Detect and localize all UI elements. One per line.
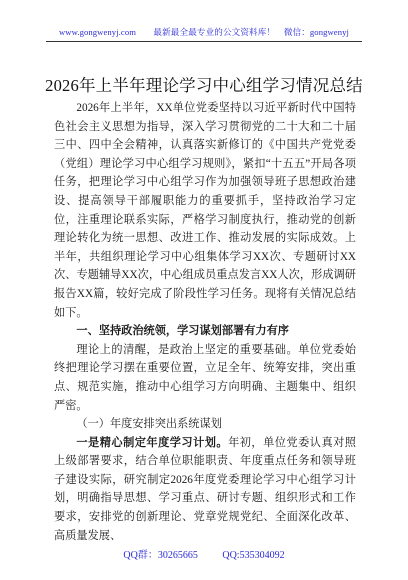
intro-paragraph: 2026年上半年，XX单位党委坚持以习近平新时代中国特色社会主义思想为指导，深入学习贯彻党的二十大和二十届三中、四中全会精神，认真落实新修订的《中国共产党党委（党组）理论学习中心组学习规则》，紧扣“十五五”开局各项任务，把理论学习中心组学习作为加强领导班子思想政治建设、提高领导干部履职能力的重要抓手，坚持政治学习定位，注重理论联系实际，严格学习制度执行，推动党的创新理论转化为统一思想、改进工作、推动发展的实际成效。上半年，共组织理论学习中心组集体学习XX次、专题研讨XX次、专题辅导XX次，中心组成员重点发言XX人次，形成调研报告XX篇，较好完成了阶段性学习任务。现将有关情况总结如下。 — [54, 102, 356, 319]
footer-qq-group: QQ群：30265665 — [123, 550, 198, 561]
subsection-1-paragraph — [54, 434, 356, 546]
subsection-heading-1: （一）年度安排突出系统谋划 — [76, 418, 222, 431]
footer-contact — [50, 546, 358, 561]
lead-phrase: 一是精心制定年度学习计划。 — [76, 436, 229, 449]
document-body — [54, 99, 356, 545]
lead-paragraph-text: 年初，单位党委认真对照上级部署要求，结合单位职能职责、年度重点任务和领导班子建设实际，研究制定2026年度党委理论学习中心组学习计划，明确指导思想、学习重点、研讨专题、组织形式和工作要求，安排党的创新理论、党章党规党纪、全面深化改革、高质量发展、 — [54, 436, 356, 542]
header-divider — [46, 41, 362, 42]
header-banner: www.gongwenyj.com 最新最全最专业的公文资料库！ 微信：gongwenyj — [58, 27, 349, 37]
section-heading-1: 一、坚持政治统领，学习谋划部署有力有序 — [76, 325, 289, 338]
footer-qq: QQ:535304092 — [222, 550, 285, 561]
section-1-paragraph: 理论上的清醒，是政治上坚定的重要基础。单位党委始终把理论学习摆在重要位置，立足全年、统筹安排，突出重点、规范实施，推动中心组学习方向明确、主题集中、组织严密。 — [54, 343, 356, 412]
document-title: 2026年上半年理论学习中心组学习情况总结 — [45, 76, 363, 95]
